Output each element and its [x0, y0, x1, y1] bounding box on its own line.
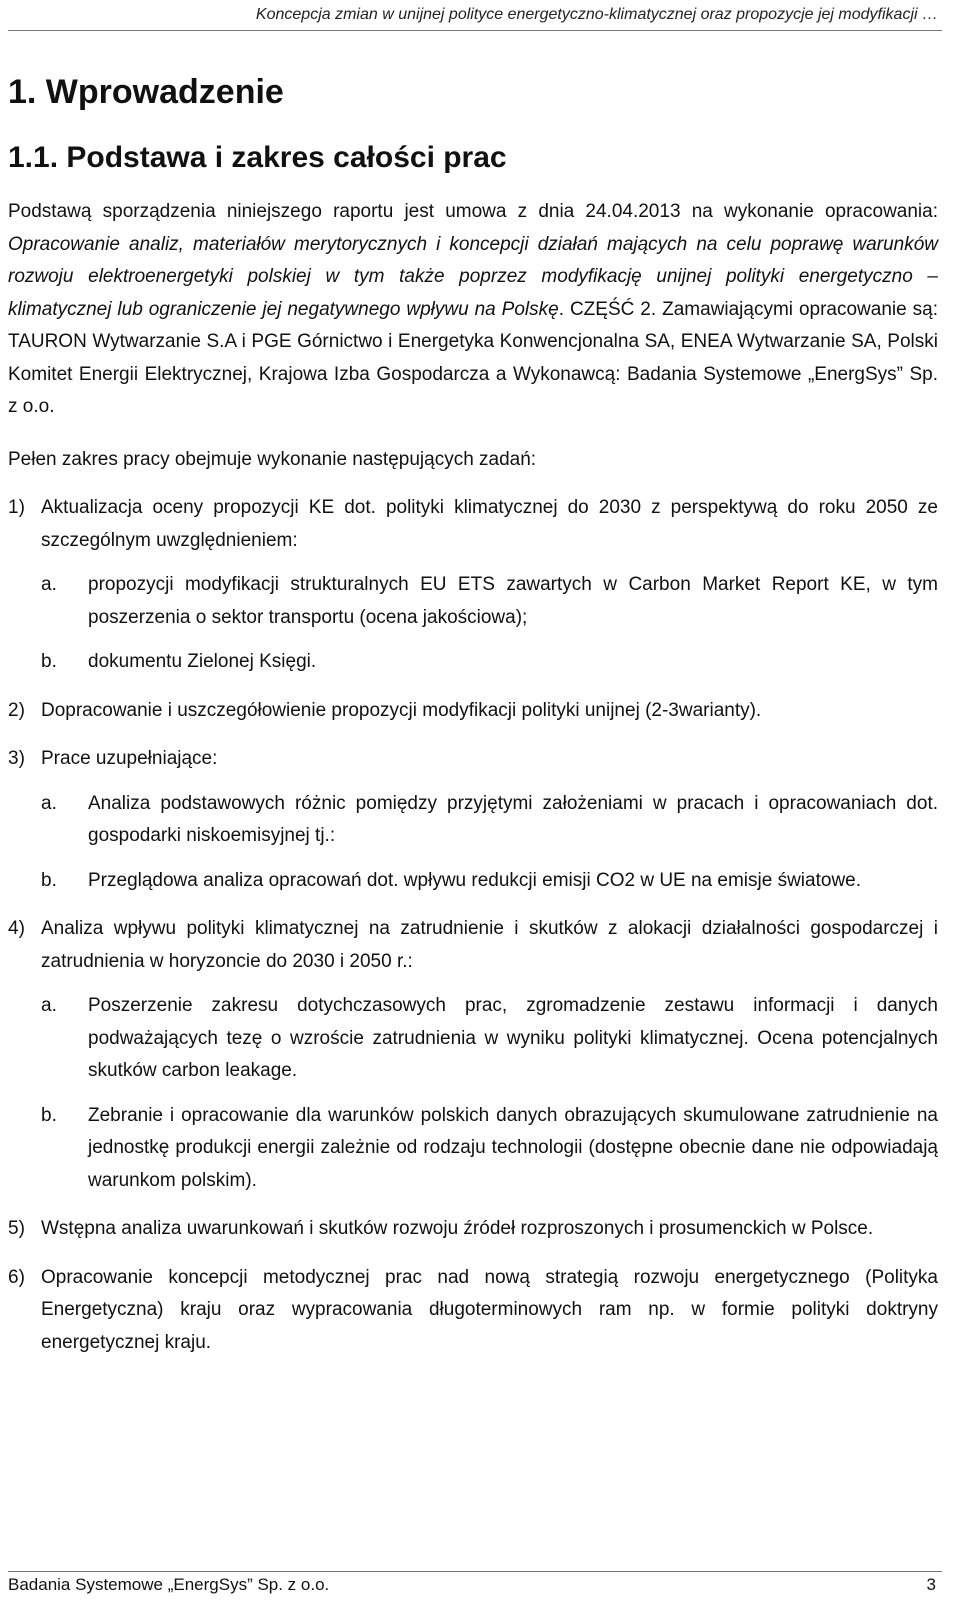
task-text: Wstępna analiza uwarunkowań i skutków rozwoju źródeł rozproszonych i prosumenckich w Polsce.: [41, 1218, 874, 1239]
task-subitem: [8, 569, 938, 634]
section-heading: 1. Wprowadzenie: [8, 73, 284, 111]
intro-text-part2: . CZĘŚĆ 2. Zamawiającymi opracowanie są: TAURON Wytwarzanie S.A i PGE Górnictwo i Energetyka Konwencjonalna SA, ENEA Wytwarzanie SA, Polski Komitet Energii Elektrycznej, Krajowa Izba Gospodarcza a Wykonawcą: Badania Systemowe „EnergSys” Sp. z o.o.: [8, 298, 938, 417]
task-number: 5): [8, 1218, 25, 1239]
task-number: 3): [8, 748, 25, 769]
subitem-text: Poszerzenie zakresu dotychczasowych prac, zgromadzenie zestawu informacji i danych podważających tezę o wzroście zatrudnienia w wyniku polityki klimatycznej. Ocena potencjalnych skutków carbon leakage.: [88, 995, 938, 1081]
subitem-letter: a.: [41, 792, 57, 814]
task-subitem: [8, 788, 938, 853]
subitem-letter: b.: [41, 1104, 57, 1126]
contract-title: Opracowanie analiz, materiałów merytorycznych i koncepcji działań mających na celu poprawę warunków rozwoju elektroenergetyki polskiej w tym także poprzez modyfikację unijnej polityki energetyczno – klimatycznej lub ograniczenie jej negatywnego wpływu na Polskę: [8, 233, 938, 320]
subitem-letter: a.: [41, 574, 57, 595]
intro-text-part1: Podstawą sporządzenia niniejszego raportu jest umowa z dnia 24.04.2013 na wykonanie opracowania:: [8, 201, 938, 222]
task-text: Dopracowanie i uszczegółowienie propozycji modyfikacji polityki unijnej (2-3warianty).: [41, 699, 762, 721]
task-item: [8, 695, 938, 728]
subitem-text: dokumentu Zielonej Księgi.: [88, 651, 317, 672]
subitem-text: Analiza podstawowych różnic pomiędzy przyjętymi założeniami w pracach i opracowaniach dot. gospodarki niskoemisyjnej tj.:: [88, 792, 938, 846]
task-number: 4): [8, 918, 25, 939]
task-item: [8, 1262, 938, 1360]
task-item: [8, 743, 938, 776]
task-item: [8, 913, 938, 978]
subitem-letter: b.: [41, 869, 57, 891]
task-number: 6): [8, 1266, 25, 1288]
subitem-letter: a.: [41, 995, 57, 1016]
subitem-text: propozycji modyfikacji strukturalnych EU ETS zawartych w Carbon Market Report KE, w tym poszerzenia o sektor transportu (ocena jakościowa);: [88, 574, 938, 628]
task-text: Prace uzupełniające:: [41, 748, 218, 769]
task-text: Analiza wpływu polityki klimatycznej na zatrudnienie i skutków z alokacji działalności gospodarczej i zatrudnienia w horyzoncie do 2030 i 2050 r.:: [41, 918, 938, 972]
task-text: Aktualizacja oceny propozycji KE dot. polityki klimatycznej do 2030 z perspektywą do roku 2050 ze szczególnym uwzględnieniem:: [41, 497, 938, 551]
page-number: 3: [926, 1575, 936, 1594]
subitem-text: Zebranie i opracowanie dla warunków polskich danych obrazujących skumulowane zatrudnienie na jednostkę produkcji energii zależnie od rodzaju technologii (dostępne obecnie dane nie odpowiadają warunkom polskim).: [88, 1104, 938, 1191]
task-subitem: [8, 1100, 938, 1198]
task-subitem: [8, 990, 938, 1088]
subitem-text: Przeglądowa analiza opracowań dot. wpływu redukcji emisji CO2 w UE na emisje światowe.: [88, 869, 862, 891]
footer-rule: [8, 1571, 942, 1572]
task-item: [8, 492, 938, 557]
scope-intro: Pełen zakres pracy obejmuje wykonanie następujących zadań:: [8, 448, 537, 470]
intro-paragraph: [8, 196, 938, 424]
header-rule: [8, 30, 942, 31]
footer-company: Badania Systemowe „EnergSys” Sp. z o.o.: [8, 1575, 330, 1594]
task-subitem: [8, 646, 938, 679]
task-item: [8, 1213, 938, 1246]
subsection-heading: 1.1. Podstawa i zakres całości prac: [8, 141, 507, 174]
subitem-letter: b.: [41, 651, 57, 672]
task-text: Opracowanie koncepcji metodycznej prac nad nową strategią rozwoju energetycznego (Polityka Energetyczna) kraju oraz wypracowania długoterminowych ram np. w formie polityki doktryny energetycznej kraju.: [41, 1266, 938, 1353]
task-subitem: [8, 865, 938, 898]
task-list: [8, 492, 938, 1359]
task-number: 2): [8, 699, 25, 721]
running-header: Koncepcja zmian w unijnej polityce energetyczno-klimatycznej oraz propozycje jej modyfikacji …: [255, 6, 938, 23]
page-content: [8, 70, 938, 1359]
task-number: 1): [8, 497, 25, 518]
